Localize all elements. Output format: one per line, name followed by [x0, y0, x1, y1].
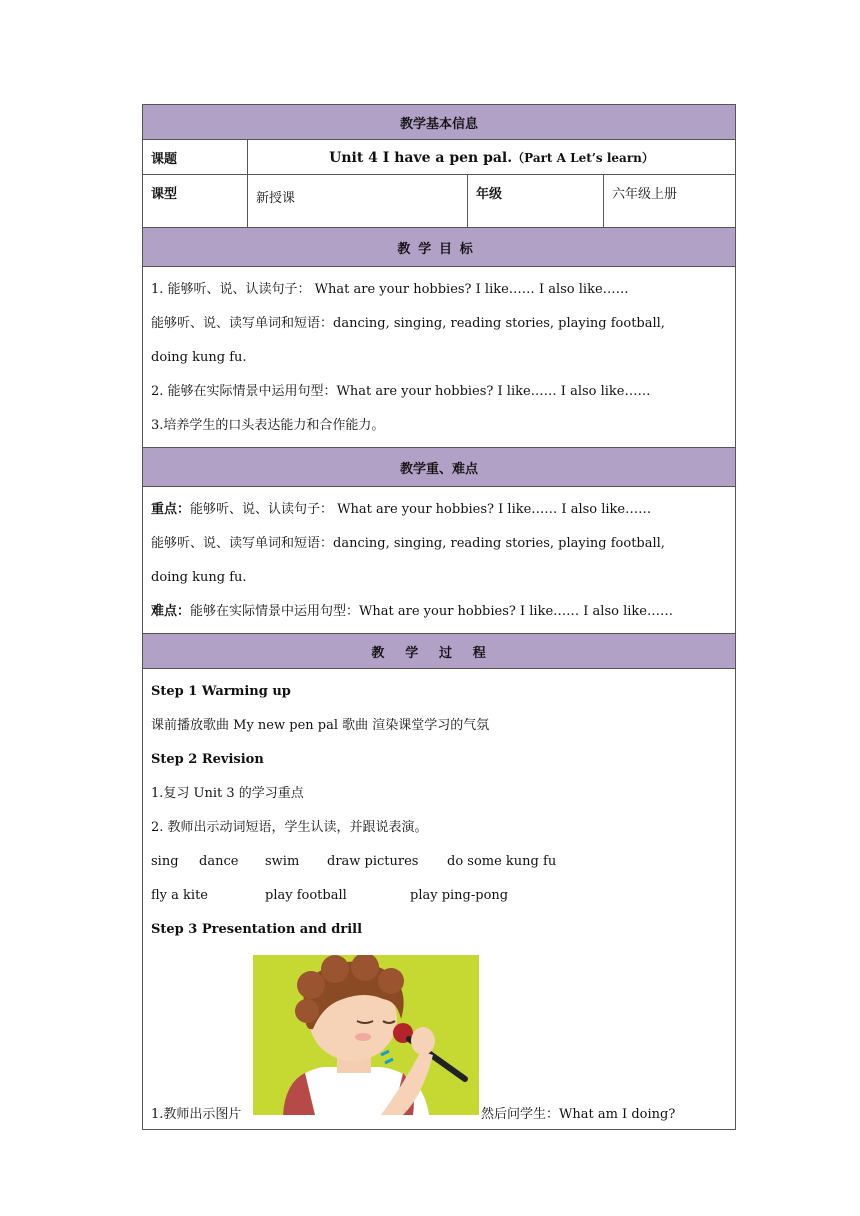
course-title [248, 140, 736, 175]
key-point-line [151, 493, 727, 527]
difficulty-line [151, 595, 727, 629]
type-value: 新授课 [248, 175, 468, 228]
phrase: fly a kite [151, 888, 208, 903]
difficulty-text: 能够在实际情景中运用句型：What are your hobbies? I like…… I also like…… [190, 604, 673, 619]
objective-line: 3.培养学生的口头表达能力和合作能力。 [151, 418, 385, 433]
phrase: play ping-pong [410, 888, 509, 903]
step3-title: Step 3 Presentation and drill [151, 922, 363, 937]
process-body [143, 669, 736, 1130]
step2-item: 1.复习 Unit 3 的学习重点 [151, 786, 304, 801]
phrase: dance [199, 854, 239, 869]
objectives-body [143, 267, 736, 448]
objectives-header: 教学目标 [143, 228, 736, 267]
step3-text-before: 1.教师出示图片 [151, 1107, 242, 1122]
objective-line: 2. 能够在实际情景中运用句型：What are your hobbies? I like…… I also like…… [151, 384, 651, 399]
phrase: swim [265, 854, 300, 869]
key-points-body [143, 487, 736, 634]
process-header: 教学过程 [143, 634, 736, 669]
step1-text: 课前播放歌曲 My new pen pal 歌曲 渲染课堂学习的气氛 [151, 718, 490, 733]
singing-boy-illustration [253, 955, 479, 1115]
course-title-main: Unit 4 I have a pen pal. [329, 149, 513, 166]
step3-text-after: 然后问学生：What am I doing? [481, 1107, 676, 1122]
step1-title: Step 1 Warming up [151, 684, 291, 699]
singing-boy-picture [253, 955, 479, 1115]
grade-label: 年级 [468, 175, 604, 228]
key-label: 重点： [151, 502, 191, 517]
objective-line: 1. 能够听、说、认读句子： What are your hobbies? I like…… I also like…… [151, 282, 629, 297]
grade-value: 六年级上册 [604, 175, 736, 228]
phrase-row [151, 845, 727, 879]
phrase: sing [151, 854, 179, 869]
phrase: draw pictures [327, 854, 419, 869]
phrase: play football [265, 888, 347, 903]
step2-title: Step 2 Revision [151, 752, 264, 767]
key-points-header: 教学重、难点 [143, 448, 736, 487]
step2-item: 2. 教师出示动词短语，学生认读，并跟说表演。 [151, 820, 428, 835]
step3-picture-line [151, 947, 727, 1125]
key-point-line: 能够听、说、读写单词和短语：dancing, singing, reading stories, playing football, [151, 536, 665, 551]
phrase: do some kung fu [447, 854, 557, 869]
phrase-row [151, 879, 727, 913]
type-label: 课型 [143, 175, 248, 228]
key-point-line: doing kung fu. [151, 570, 247, 585]
course-label: 课题 [143, 140, 248, 175]
basic-info-header: 教学基本信息 [143, 105, 736, 140]
key-text: 能够听、说、认读句子： What are your hobbies? I like…… I also like…… [190, 502, 652, 517]
lesson-plan-table [142, 104, 736, 1130]
course-title-sub: （Part A Let’s learn） [512, 150, 654, 165]
difficulty-label: 难点： [151, 604, 191, 619]
objective-line: 能够听、说、读写单词和短语：dancing, singing, reading stories, playing football, [151, 316, 665, 331]
objective-line: doing kung fu. [151, 350, 247, 365]
